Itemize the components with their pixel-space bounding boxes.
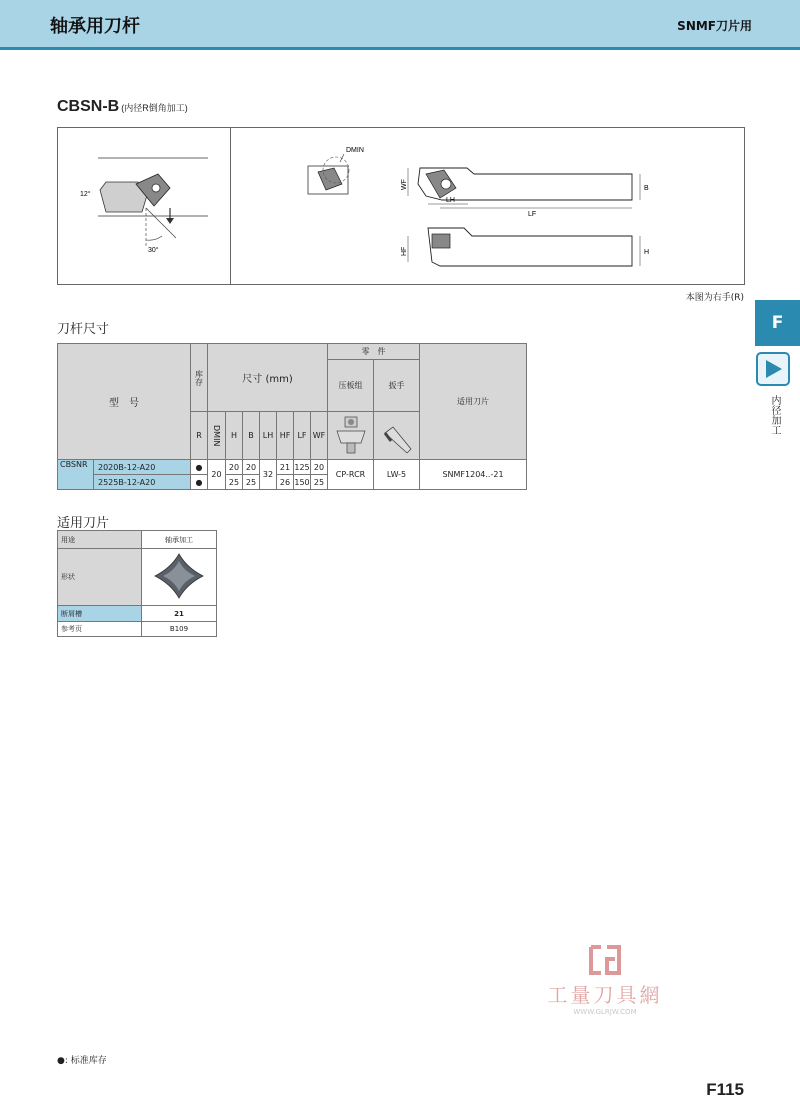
watermark	[540, 945, 670, 1016]
chipbreaker-label: 断屑槽	[58, 606, 142, 622]
detail-view-drawing	[58, 128, 230, 284]
ref-value: B109	[142, 622, 217, 637]
insert-value: SNMF1204..-21	[420, 460, 527, 490]
internal-turning-icon	[756, 352, 790, 386]
insert-table	[57, 530, 217, 637]
model-note: (内径R倒角加工)	[121, 103, 188, 113]
ref-label: 参考页	[58, 622, 142, 637]
drawing-note: 本图为右手(R)	[685, 293, 744, 303]
row2-stock: ●	[191, 475, 208, 490]
stock-legend: ●: 标准库存	[57, 1056, 107, 1066]
row2-h: 25	[226, 475, 243, 490]
parts-header: 零 件	[328, 344, 420, 360]
usage-label: 用途	[58, 531, 142, 549]
dmin-header	[208, 412, 226, 460]
row1-b: 20	[243, 460, 260, 475]
dimensions-table	[57, 343, 527, 490]
row2-wf: 25	[311, 475, 328, 490]
clamp-header: 压板组	[328, 360, 374, 412]
dmin-label: DMIN	[346, 147, 364, 154]
row1-h: 20	[226, 460, 243, 475]
dmin-header-text: DMIN	[212, 424, 221, 447]
size-header: 尺寸 (mm)	[208, 344, 328, 412]
page-subtitle: SNMF刀片用	[677, 19, 752, 33]
insert-shape-image	[142, 549, 217, 606]
wf-label: WF	[401, 179, 408, 190]
model-name: CBSN-B	[57, 98, 120, 115]
b-header: B	[243, 412, 260, 460]
clamp-image	[328, 412, 374, 460]
wrench-header: 扳手	[374, 360, 420, 412]
stock-header-text: 库存	[194, 369, 204, 386]
row2-model: 2525B-12-A20	[94, 475, 191, 490]
row1-lf: 125	[294, 460, 311, 475]
row1-model: 2020B-12-A20	[94, 460, 191, 475]
hf-header: HF	[277, 412, 294, 460]
lh-header: LH	[260, 412, 277, 460]
lf-label: LF	[528, 211, 537, 218]
clamp-value: CP-RCR	[328, 460, 374, 490]
hf-label: HF	[401, 246, 408, 256]
insert-header: 适用刀片	[420, 344, 527, 460]
row2-lf: 150	[294, 475, 311, 490]
shape-label: 形状	[58, 549, 142, 606]
page-title: 轴承用刀杆	[50, 16, 140, 37]
row2-hf: 26	[277, 475, 294, 490]
lh-value: 32	[260, 460, 277, 490]
angle-30-label: 30°	[148, 247, 159, 254]
technical-drawing	[57, 127, 745, 285]
h-header: H	[226, 412, 243, 460]
r-header: R	[191, 412, 208, 460]
row1-wf: 20	[311, 460, 328, 475]
row1-stock: ●	[191, 460, 208, 475]
insert-section-title: 适用刀片	[57, 516, 110, 531]
watermark-logo-icon	[585, 945, 625, 975]
b-label: B	[644, 185, 649, 192]
wf-header: WF	[311, 412, 328, 460]
stock-header	[191, 344, 208, 412]
page-number: F115	[706, 1080, 744, 1099]
watermark-url: WWW.GLRJW.COM	[573, 1008, 637, 1016]
chipbreaker-value: 21	[142, 606, 217, 622]
model-title	[57, 98, 188, 116]
wrench-value: LW-5	[374, 460, 420, 490]
drawing-divider	[230, 128, 231, 284]
wrench-image	[374, 412, 420, 460]
h-label: H	[644, 249, 650, 256]
usage-value: 轴承加工	[142, 531, 217, 549]
dimensions-title: 刀杆尺寸	[57, 322, 110, 337]
row1-hf: 21	[277, 460, 294, 475]
angle-12-label: 12°	[80, 191, 91, 198]
page-header	[0, 0, 800, 50]
watermark-text: 工量刀具網	[547, 983, 663, 1007]
main-view-drawing	[232, 128, 744, 284]
side-label: 内径加工	[769, 395, 780, 435]
section-tab-f[interactable]: F	[755, 300, 800, 346]
dmin-value: 20	[208, 460, 226, 490]
model-header: 型 号	[58, 344, 191, 460]
lh-label: LH	[446, 197, 455, 204]
row2-b: 25	[243, 475, 260, 490]
lf-header: LF	[294, 412, 311, 460]
series-cell: CBSNR	[58, 460, 94, 490]
